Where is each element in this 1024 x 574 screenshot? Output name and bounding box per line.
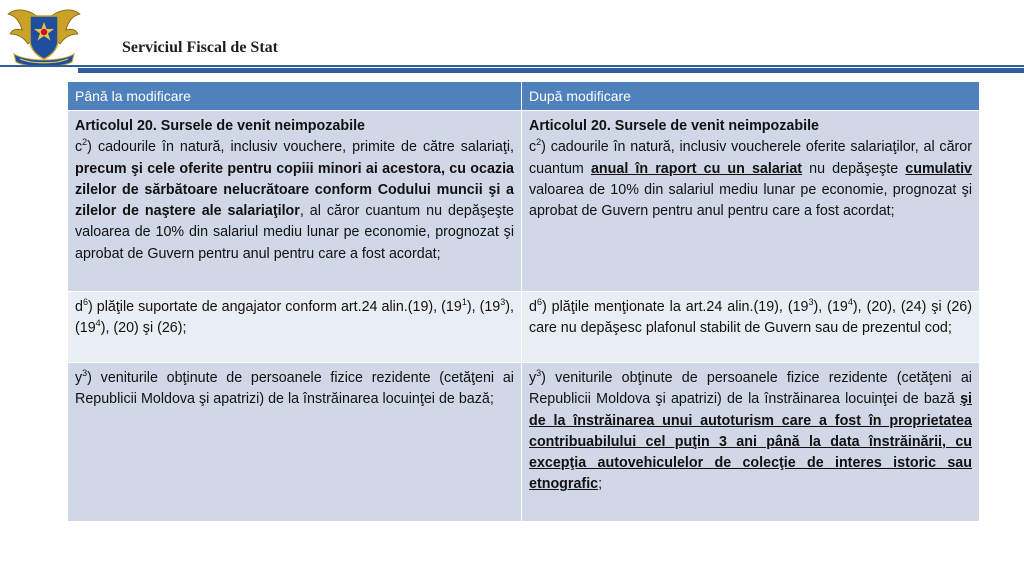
table-row <box>68 363 980 522</box>
clause-text: ) cadourile în natură, inclusiv voucherele oferite salariaţilor, al căror cuantum <box>529 139 972 177</box>
clause-text: , al căror cuantum nu depăşeşte valoarea de 10% din salariul mediu lunar pe economie, prognozat şi aprobat de Guvern pentru anul pentru care a fost acordat; <box>75 203 514 262</box>
amended-text: şi de la înstrăinarea unui autoturism care a fost în proprietatea contribuabilului cel puţin 3 ani până la data înstrăinării, cu excepţia autovehiculelor de colecţie de interes istoric sau etnografic <box>529 391 972 493</box>
article-title: Articolul 20. Sursele de venit neimpozabile <box>529 118 819 134</box>
clause-text: ), (19 <box>813 299 848 315</box>
clause-text: ), (20) şi (26); <box>100 320 187 337</box>
clause-superscript: 3 <box>536 368 542 379</box>
clause-superscript: 2 <box>536 137 542 148</box>
cell-before-d6 <box>68 292 522 363</box>
cell-before-y3 <box>68 363 522 522</box>
clause-text: ) cadourile în natură, inclusiv vouchere, primite de către salariaţi, <box>87 139 514 156</box>
clause-letter: y <box>529 370 537 386</box>
clause-superscript: 2 <box>82 137 88 148</box>
clause-superscript: 4 <box>95 318 101 329</box>
comparison-table <box>67 81 980 522</box>
clause-text: valoarea de 10% din salariul mediu lunar pe economie, prognozat şi aprobat de Guvern pentru anul pentru care a fost acordat; <box>529 181 972 220</box>
table-header-row <box>68 82 980 111</box>
clause-superscript: 1 <box>461 297 467 308</box>
clause-superscript: 3 <box>82 368 88 379</box>
clause-letter: c <box>75 139 83 156</box>
cell-before-art20-c2 <box>68 111 522 292</box>
column-header-before: Până la modificare <box>68 82 522 111</box>
clause-superscript: 6 <box>536 297 542 308</box>
clause-letter: y <box>75 370 83 386</box>
clause-letter: c <box>529 139 537 156</box>
clause-text: ), (20), (24) şi (26) care nu depăşesc plafonul stabilit de Guvern sau de prezentul cod; <box>529 299 972 337</box>
clause-superscript: 6 <box>82 297 88 308</box>
header-divider-thick <box>78 68 1024 73</box>
coat-of-arms-emblem-icon <box>6 2 82 72</box>
cell-after-d6 <box>522 292 980 363</box>
clause-text: ; <box>598 476 603 493</box>
amended-text: anual în raport cu un salariat <box>590 160 803 177</box>
amended-text: cumulativ <box>905 160 973 177</box>
cell-after-y3 <box>522 363 980 522</box>
column-header-after: După modificare <box>522 82 980 111</box>
clause-letter: d <box>529 299 537 315</box>
clause-text: ) plăţile menţionate la art.24 alin.(19), (19 <box>541 299 809 315</box>
clause-text: ) veniturile obţinute de persoanele fizice rezidente (cetăţeni ai Republicii Moldova şi apatrizi) de la înstrăinarea locuinţei de bază <box>529 370 972 408</box>
clause-superscript: 3 <box>808 297 814 308</box>
header-divider-thin <box>0 65 1024 67</box>
clause-text: ), (19 <box>466 299 501 315</box>
article-title: Articolul 20. Sursele de venit neimpozabile <box>75 118 365 134</box>
organization-title: Serviciul Fiscal de Stat <box>122 39 278 56</box>
clause-superscript: 4 <box>847 297 853 308</box>
clause-text: ) veniturile obţinute de persoanele fizice rezidente (cetăţeni ai Republicii Moldova şi apatrizi) de la înstrăinarea locuinţei de bază; <box>75 370 514 408</box>
table-row <box>68 111 980 292</box>
clause-letter: d <box>75 299 83 315</box>
clause-text: ) plăţile suportate de angajator conform art.24 alin.(19), (19 <box>87 299 462 315</box>
clause-bold-text: precum şi cele oferite pentru copiii minori ai acestora, cu ocazia zilelor de sărbătoare nelucrătoare conform Codului muncii şi a zilelor de naştere ale salariaţilor <box>75 160 514 220</box>
clause-text: ), (19 <box>75 299 515 337</box>
table-row <box>68 292 980 363</box>
clause-superscript: 3 <box>500 297 506 308</box>
cell-after-art20-c2 <box>522 111 980 292</box>
clause-text: nu depăşeşte <box>802 160 906 177</box>
